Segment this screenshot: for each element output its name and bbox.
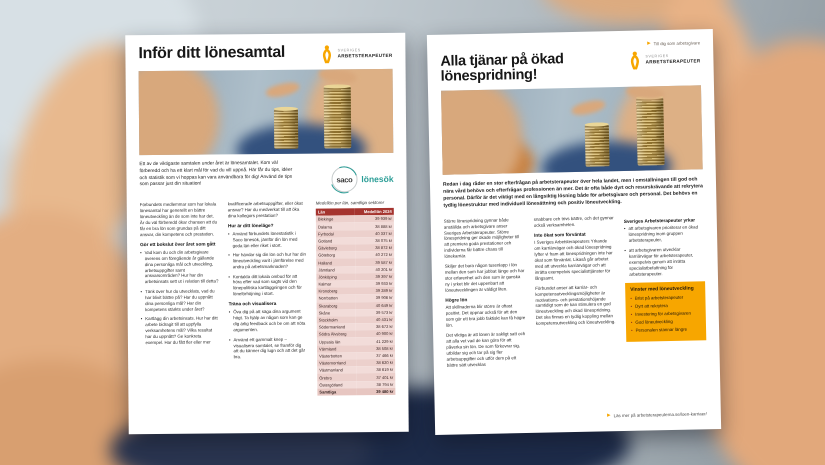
brand-name-top: SVERIGES [337,48,361,53]
benefit-item: • Brist på arbetsterapeuter [630,294,700,301]
salary-cell: 40 201 kr [355,265,394,273]
salary-cell: 40 431 kr [356,316,395,324]
county-cell: Kalmar [316,280,355,288]
brand-name-bottom: ARBETSTERAPEUTER [337,52,393,59]
salary-table-column [316,200,396,396]
benefits-box [625,281,706,342]
salary-cell: 39 397 kr [355,273,394,281]
salary-cell: 39 573 kr [355,309,394,317]
salary-cell: 39 906 kr [355,294,394,302]
county-cell: Östergötland [317,381,356,389]
benefit-item: • Personalen stannar längre [631,326,701,333]
county-cell: Uppsala län [317,338,356,346]
section-heading: Inte ökat som förväntat [533,231,586,238]
bullet-item: • Använd förbundets lönestatistik i Saco lönesök, jämför din lön med goda län eller riket i stort. [228,230,306,249]
intro-paragraph: Redan i dag råder en stor efterfrågan på arbetsterapeuter över hela landet, men i omställningen till god och nära vård behövs och efterfrågas professionen än mer. Det är ofta både dyrt och resurskrävande att rekrytera personal. Därför är det viktigt med en långsiktig lösning både för arbetsgivare och personal. Det behövs en tydlig lönestruktur med individuell lönesättning och positiv löneutveckling. [442,176,703,210]
section-heading: Hur är ditt löneläge? [227,222,274,229]
title-line-2: lönespridning! [440,66,538,85]
salary-table [316,207,396,395]
county-cell: Västernorrland [317,359,356,367]
salary-cell: 39 587 kr [355,258,394,266]
county-cell: Stockholm [317,316,356,324]
right-column-1 [444,217,527,372]
salary-cell: 38 619 kr [356,366,395,374]
county-cell: Skåne [317,309,356,317]
tall-coin-stack [636,97,664,166]
pinching-fingers-left [570,98,606,117]
table-title: Medellön per län, samtliga sektorer [315,199,385,206]
right-column-2 [534,215,617,370]
pinching-fingers-left [265,80,301,99]
salary-cell: 38 888 kr [355,222,394,230]
county-cell: Kronoberg [316,287,355,295]
salary-cell: 40 272 kr [355,251,394,259]
saco-lonesok-logo [331,166,393,193]
county-cell: Gävleborg [316,244,355,252]
table-header-county: Län [316,208,355,216]
arrow-right-icon: ▶ [647,40,651,46]
salary-cell: 40 900 kr [356,330,395,338]
brand-name-bottom: ARBETSTERAPEUTER [645,58,701,65]
county-cell: Fyrbodal [316,230,355,238]
bullet-list [140,249,219,346]
right-flyer-page [427,29,721,435]
total-label-cell: Samtliga [317,388,356,396]
salary-cell: 38 620 kr [356,359,395,367]
tall-coin-stack [324,86,352,148]
short-coin-stack [585,124,610,166]
short-coin-stack [274,109,298,149]
bullet-item: • att arbetsgivaren utvecklar karriärvägar för arbetsterapeuter, exempelvis genom att inrätta specialistbefattning för arbetsterapeuter. [624,246,705,278]
county-cell: Västmanland [317,366,356,374]
footer-link-text: Läs mer på arbetsterapeuterna.se/loen-karriaer/ [613,411,707,419]
paragraph: I Sveriges Arbetsterapeuters Yrkande om karriärvägar och ökad lönespridning lyfter vi fram att lönespridningen inte har ökat som förväntat. Likaså går arbetet med att utveckla karriärvägar och att inrätta exempelvis specialisttjänster för långsamt. [534,238,613,281]
salary-cell: 40 649 kr [355,301,394,309]
bullet-item: • Öva dig på att säga dina argument högt. Ta hjälp av någon som kan ge dig ärlig feedback och be om att nöta argumenten. [229,309,307,334]
section-heading: Träna och visualisera [228,301,277,307]
salary-cell: 38 508 kr [356,345,395,353]
paragraph: Förbundets medlemmar som har lokala lönesamtal har generellt en bättre löneutveckling än de som inte har det. Är du väl förberedd ökar chansen att du får en bra lön som grundas på ditt ansvar, din kompetens och prestation. [139,201,218,238]
footer-link-row [607,411,707,418]
county-cell: Dalarna [316,223,355,231]
salary-cell: 37 401 kr [356,373,395,381]
bullet-list [228,230,307,298]
paragraph: Förbundet anser att karriär- och kompetensutvecklingsmöjligheter är motivations- och prestationshöjande samtidigt som de kan stimulera en god löneutveckling och ökad lönespridning. Det ska finnas en tydlig koppling mellan kompetensutveckling och löneutveckling. [535,284,616,327]
left-column-2 [228,201,308,397]
salary-cell: 38 872 kr [355,244,394,252]
county-cell: Blekinge [316,216,355,224]
county-cell: Halland [316,259,355,267]
county-cell: Göteborg [316,251,355,259]
county-cell: Värmland [317,345,356,353]
benefit-item: • Dyrt att rekrytera [631,302,701,309]
total-value-cell: 39 480 kr [356,388,395,396]
county-cell: Örebro [317,374,356,382]
county-cell: Södermanland [317,323,356,331]
benefits-box-title: Vinster med löneutveckling [630,286,694,293]
brand-name-top: SVERIGES [645,53,669,59]
ribbon-icon [320,44,335,63]
lonesok-wordmark: lönesök [361,173,394,185]
benefit-item: • Investering för arbetsgivaren [631,310,701,317]
section-heading: Högre lön [445,297,468,303]
benefits-list [630,294,701,334]
photo-left-hand [139,69,220,155]
paragraph: Skiljer det bara någon tusenlapp i lön mellan den som har jobbat länge och har stor erfarenhet och den som är ganska ny i yrket blir det uppenbart att löneutvecklingen är väldigt liten. [444,262,525,293]
bullet-item: • Hur hävdar sig din lön och hur har din löneutveckling varit i jämförelse med andra på arbetsmarknaden? [228,252,306,271]
arrow-right-icon: ▶ [607,412,611,418]
county-cell: Norrbotten [317,295,356,303]
photo-left-hand [441,85,523,174]
paragraph: Att skillnaderna blir större är oftast positivt. Det öppnar också för att den som gör ett bra jobb faktiskt kan få högre lön. [445,303,526,329]
bullet-list [624,224,705,277]
table-header-salary: Medellön 2024 [355,207,394,215]
county-cell: Södra Älvsborg [317,331,356,339]
county-cell: Jönköping [316,273,355,281]
county-cell: Västerbotten [317,352,356,360]
county-cell: Jämtland [316,266,355,274]
bullet-item: • Kontakta ditt lokala ombud för att höra efter vad som sagts vid den lönepolitiska kartläggningen och för löneförhöjning i stort. [228,273,306,298]
intro-paragraph: Ett av de viktigaste samtalen under året är lönesamtalet. Kom väl förberedd och ha ett klart mål för vad du vill uppnå. Här får du tips, idéer och statistik som vi hoppas kan vara användbara för dig! Använd de tips som passar just din situation! [139,160,293,188]
title-line-1: Alla tjänar på ökad [440,51,564,70]
bullet-list [229,309,307,361]
paragraph: Det viktiga är att lönen är sakligt satt och att alla vet vad de kan göra för att påverka sin lön. De som förkovrar sig, utbildar sig och tar på sig fler arbetsuppgifter och utför dem på ett bättre sätt utvecklas [446,330,526,368]
audience-tag: Till dig som arbetsgivare [653,39,701,46]
section-heading: Sveriges Arbetsterapeuter yrkar [623,216,696,224]
salary-cell: 39 933 kr [355,280,394,288]
right-column-3 [624,213,707,368]
table-body [316,215,396,388]
arbetsterapeuter-logo [320,44,393,64]
paragraph: kvalificerade arbetsuppgifter, eller ökat ansvar? Har du medverkat till att öka dina kollegors prestation? [227,200,303,219]
left-column-1 [140,201,220,397]
coin-stacks-photo [139,69,394,155]
paragraph: Större lönespridning gynnar både anställda och arbetsgivare anser Sveriges Arbetsterapeuter. Större lönespridning ger ökade möjligheter till att premiera goda prestationer och individerna får bättre chans till lönekarriär. [443,216,520,260]
bullet-item: • Tänk över hur du utvecklats, vad du har blivit bättre på? Har du uppnått dina personliga mål? Har din kompetens stärkts under året? [140,288,218,313]
bullet-item: • att arbetsgivaren prioriterar en ökad lönespridning inom gruppen arbetsterapeuter, [624,224,704,244]
salary-cell: 39 939 kr [355,215,394,223]
paragraph: snabbare och trivs bättre, och det gynnar också verksamheten. [533,214,614,228]
salary-cell: 39 289 kr [355,287,394,295]
arbetsterapeuter-logo [627,49,700,70]
county-cell: Gotland [316,237,355,245]
benefit-item: • God löneutveckling [631,318,701,325]
salary-cell: 38 672 kr [356,323,395,331]
page-title: Inför ditt lönesamtal [138,43,286,63]
table-total-row [317,388,395,396]
bullet-item: • Vad kom du och din arbetsgivare överens om föregående år gällande dina personliga mål och utveckling, arbetsuppgifter samt ansvarsområden? Hur har din arbetsinsats sett ut i relation till detta? [140,249,218,286]
salary-cell: 41 229 kr [356,337,395,345]
ribbon-icon [627,51,642,70]
salary-cell: 38 075 kr [355,237,394,245]
salary-cell: 37 466 kr [356,352,395,360]
bullet-item: • Kartlägg din arbetsinsats. Hur har ditt arbete bidragit till att uppfylla verksamhetens mål? Vilka resultat har du uppnått? Ge konkreta exempel. Har du fått fler eller mer [141,316,219,347]
coin-stacks-photo [441,85,703,174]
section-heading: Gör ett bokslut över året som gått [140,241,216,248]
saco-wordmark: saco [336,174,353,184]
page-title [440,52,564,85]
county-cell: Skaraborg [317,302,356,310]
saco-ring-icon [331,166,357,192]
bullet-item: • Använd ett gammalt knep – visualisera samtalet, se framför dig att du känner dig lugn och att det går bra. [229,336,307,361]
left-flyer-page [125,33,408,434]
salary-cell: 40 337 kr [355,230,394,238]
salary-cell: 38 794 kr [356,380,395,388]
